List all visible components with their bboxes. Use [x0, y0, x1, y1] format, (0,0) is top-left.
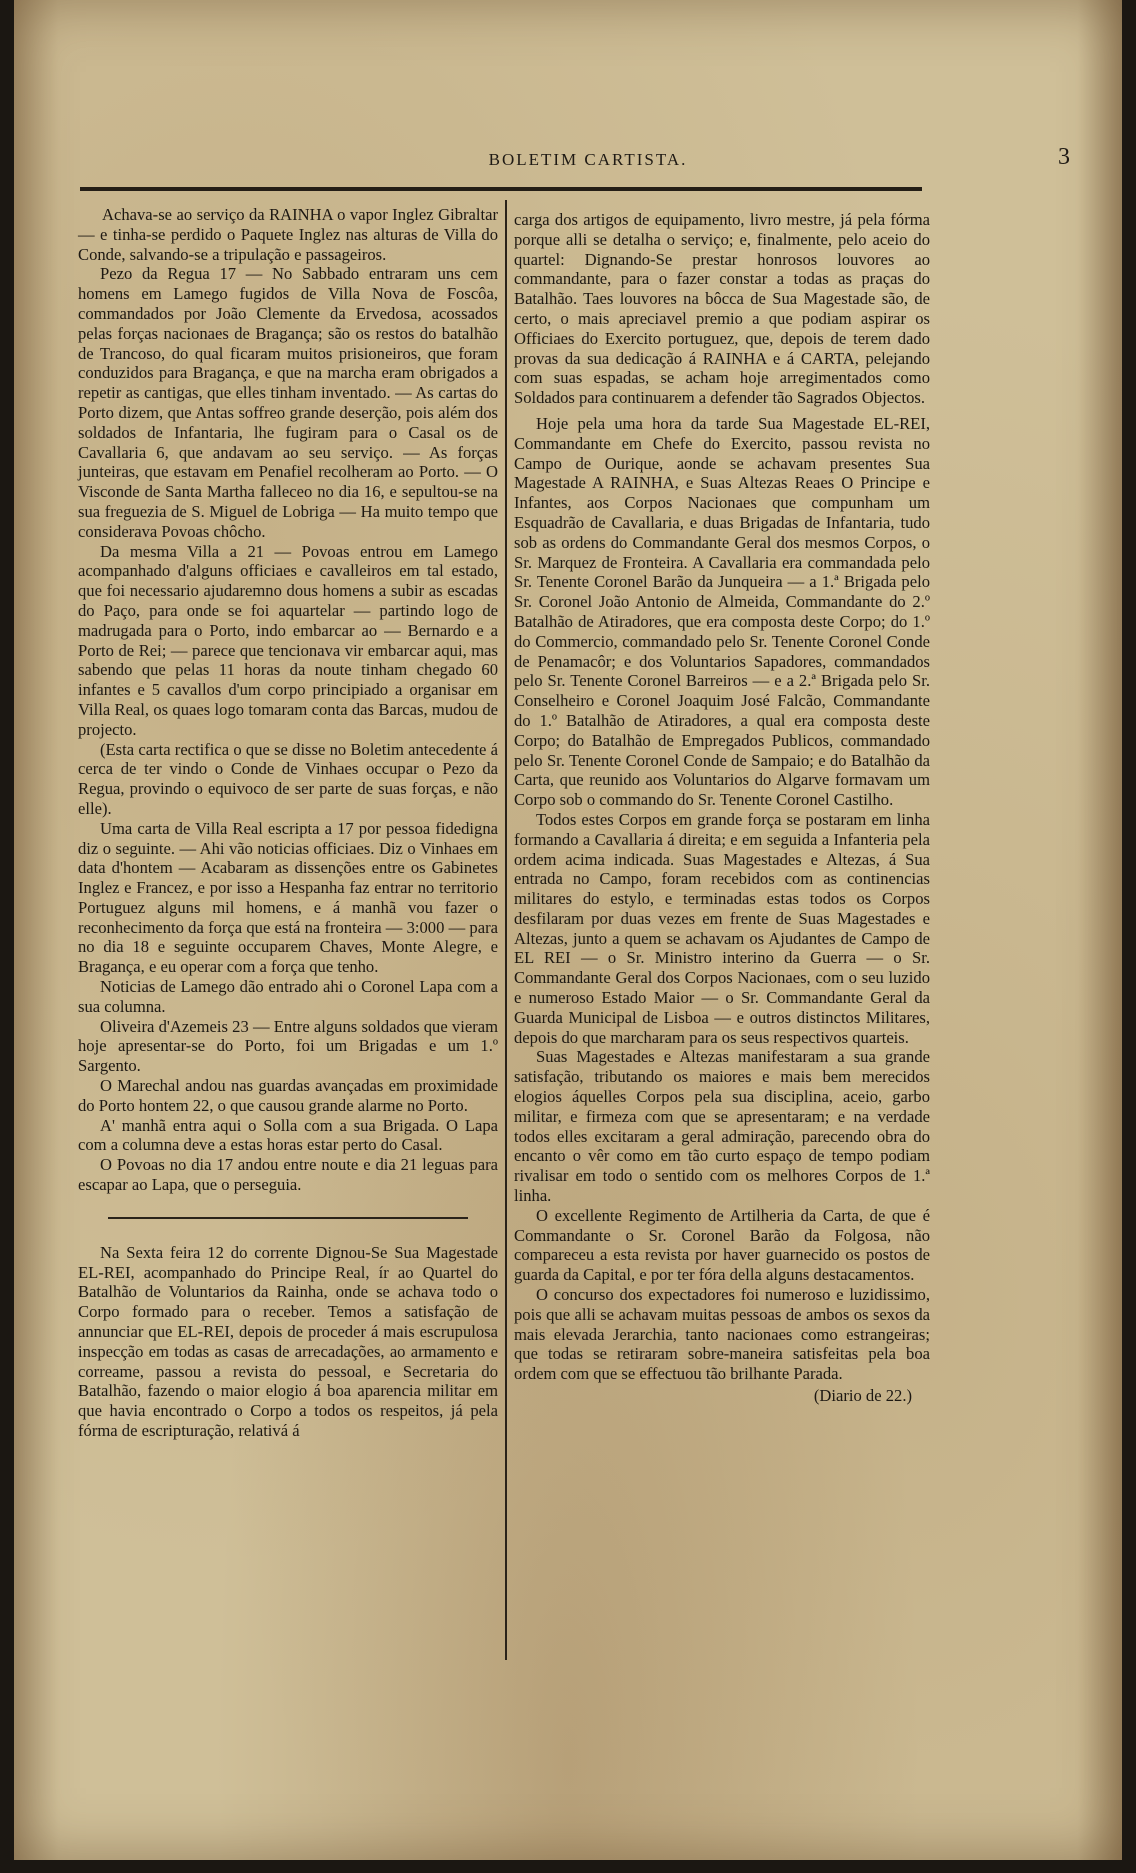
- paragraph-carga-artigos: carga dos artigos de equipamento, livro mestre, já pela fórma porque alli se detalha o serviço; e, finalmente, pelo aceio do quartel: Dignando-Se prestar honrosos louvores ao commandante, para o fazer constar a todas as praças do Batalhão. Taes louvores na bôcca de Sua Magestade são, de certo, o mais apreciavel premio a que podiam aspirar os Officiaes do Exercito portuguez, que, depois de terem dado provas da sua dedicação á RAINHA e á CARTA, pelejando com suas espadas, se acham hoje arregimentados como Soldados para continuarem a defender tão Sagrados Objectos.: [514, 210, 930, 408]
- header-rule: [80, 187, 922, 191]
- paragraph-noticias-lamego: Noticias de Lamego dão entrado ahi o Coronel Lapa com a sua columna.: [78, 977, 498, 1016]
- paragraph-povoas-dia-17: O Povoas no dia 17 andou entre noute e dia 21 leguas para escapar ao Lapa, que o perseguia.: [78, 1155, 498, 1195]
- source-credit: (Diario de 22.): [813, 1386, 912, 1406]
- paragraph-carta-villa-real: Uma carta de Villa Real escripta a 17 por pessoa fidedigna diz o seguinte. — Ahi vão noticias officiaes. Diz o Vinhaes em data d'hontem — Acabaram as dissenções entre os Gabinetes Inglez e Francez, e por isso a Hespanha faz entrar no territorio Portuguez alguns mil homens, e á manhã vou fazer o reconhecimento da força que está na fronteira — 3:000 — para no dia 18 e seguinte occuparem Chaves, Monte Alegre, e Bragança, e eu operar com a força que tenho.: [78, 818, 498, 977]
- paragraph-rectificacao: (Esta carta rectifica o que se disse no Boletim antecedente á cerca de ter vindo o Conde de Vinhaes occupar o Pezo da Regua, provindo o equivoco de ser parte de suas forças, e não elle).: [78, 739, 498, 818]
- page-number: 3: [1058, 144, 1070, 170]
- paragraph-pezo-da-regua-17: Pezo da Regua 17 — No Sabbado entraram uns cem homens em Lamego fugidos de Villa Nova de Foscôa, commandados por João Clemente da Ervedosa, acossados pelas forças nacionaes de Bragança; são os restos do batalhão de Trancoso, do qual ficaram muitos prisioneiros, que foram conduzidos para Bragança, e que na marcha eram obrigados a repetir as cantigas, que elles tinham inventado. — As cartas do Porto dizem, que Antas soffreo grande deserção, pois além dos soldados de Infantaria, lhe fugiram para o Casal os de Cavallaria 6, que andavam ao seu serviço. — As forças junteiras, que estavam em Penafiel recolheram ao Porto. — O Visconde de Santa Martha falleceo no dia 16, e sepultou-se na sua freguezia de S. Miguel de Lobriga — Ha muito tempo que considerava Povoas chôcho.: [78, 264, 498, 541]
- running-title: BOLETIM CARTISTA.: [488, 150, 688, 169]
- paragraph-corpos-em-linha: Todos estes Corpos em grande força se postaram em linha formando a Cavallaria á direita; e em seguida a Infanteria pela ordem acima indicada. Suas Magestades e Altezas, á Sua entrada no Campo, foram recebidos com as continencias militares do estylo, e terminadas estas todos os Corpos desfilaram por duas vezes em frente de Suas Magestades e Altezas, junto a quem se achavam os Ajudantes de Campo de EL REI — o Sr. Ministro interino da Guerra — o Sr. Commandante Geral dos Corpos Nacionaes, com o seu luzido e numeroso Estado Maior — o Sr. Commandante Geral da Guarda Municipal de Lisboa — e outros distinctos Militares, depois do que marcharam para os seus respectivos quarteis.: [514, 809, 930, 1047]
- paragraph-concurso-expectadores: O concurso dos expectadores foi numeroso e luzidissimo, pois que alli se achavam muitas pessoas de ambos os sexos da mais elevada Jerarchia, tanto nacionaes como estrangeiras; que todas se retiraram sobre-maneira satisfeitas pela boa ordem com que se effectuou tão brilhante Parada.: [514, 1285, 930, 1384]
- paragraph-sexta-feira-12: Na Sexta feira 12 do corrente Dignou-Se Sua Magestade EL-REI, acompanhado do Principe Real, ír ao Quartel do Batalhão de Voluntarios da Rainha, onde se achava todo o Corpo formado para o receber. Temos a satisfação de annunciar que EL-REI, depois de proceder á mais escrupulosa inspecção em todas as casas de arrecadações, ao armamento e correame, passou a revista do pessoal, e Secretaria do Batalhão, fazendo o maior elogio á boa aparencia militar em que havia encontrado o Corpo a todos os respeitos, já pela fórma de escripturação, relativá á: [78, 1242, 498, 1441]
- paragraph-mesma-villa-21: Da mesma Villa a 21 — Povoas entrou em Lamego acompanhado d'alguns officiaes e cavalleiros em tal estado, que foi necessario ajudaremno dous homens a subir as escadas do Paço, para onde se foi aquartelar — partindo logo de madrugada para o Porto, indo embarcar ao — Bernardo e a Porto de Rei; — parece que tencionava vir embarcar aqui, mas sabendo que pelas 11 horas da noute tinham chegado 60 infantes e 5 cavallos d'um corpo principiado a organisar em Villa Real, os quaes logo tomaram conta das Barcas, mudou de projecto.: [78, 541, 498, 739]
- paragraph-regimento-artilheria: O excellente Regimento de Artilheria da Carta, de que é Commandante o Sr. Coronel Barão da Folgosa, não compareceu a esta revista por haver guarnecido os postos de guarda da Capital, e por ter fóra della alguns destacamentos.: [514, 1205, 930, 1285]
- paragraph-satisfacao: Suas Magestades e Altezas manifestaram a sua grande satisfação, tributando os maiores e mais bem merecidos elogios áquelles Corpos pela sua disciplina, aceio, garbo militar, e firmeza com que se apresentaram; e na verdade todos elles excitaram a geral admiração, parecendo obra do encanto o vêr como em tão curto espaço de tempo podiam rivalisar em todo o sentido com os melhores Corpos de 1.ª linha.: [514, 1047, 930, 1206]
- page-header: [94, 144, 1082, 180]
- right-column: [514, 210, 930, 1406]
- paragraph-oliveira-azemeis: Oliveira d'Azemeis 23 — Entre alguns soldados que vieram hoje apresentar-se do Porto, foi um Brigadas e um 1.º Sargento.: [78, 1016, 498, 1076]
- paragraph-vapor-gibraltar: Achava-se ao serviço da RAINHA o vapor Inglez Gibraltar — e tinha-se perdido o Paquete Inglez nas alturas de Villa do Conde, salvando-se a tripulação e passageiros.: [78, 205, 498, 264]
- paragraph-revista-campo-ourique: Hoje pela uma hora da tarde Sua Magestade EL-REI, Commandante em Chefe do Exercito, passou revista no Campo de Ourique, aonde se achavam presentes Sua Magestade A RAINHA, e Suas Altezas Reaes O Principe e Infantes, aos Corpos Nacionaes que compunham um Esquadrão de Cavallaria, e duas Brigadas de Infantaria, tudo sob as ordens do Commandante Geral dos mesmos Corpos, o Sr. Marquez de Fronteira. A Cavallaria era commandada pelo Sr. Tenente Coronel Barão da Junqueira — a 1.ª Brigada pelo Sr. Coronel João Antonio de Almeida, Commandante do 2.º Batalhão de Atiradores, que era composta deste Corpo; do 1.º do Commercio, commandado pelo Sr. Tenente Coronel Conde de Penamacôr; e dos Voluntarios Sapadores, commandados pelo Sr. Tenente Coronel Barreiros — e a 2.ª Brigada pelo Sr. Conselheiro e Coronel Joaquim José Falcão, Commandante do 1.º Batalhão de Atiradores, a qual era composta deste Corpo; do Batalhão de Empregados Publicos, commandado pelo Sr. Tenente Coronel Conde de Sampaio; e do Batalhão da Carta, que reunido aos Voluntarios do Algarve formavam um Corpo sob o commando do Sr. Tenente Coronel Castilho.: [514, 413, 930, 810]
- column-divider: [505, 200, 507, 1660]
- left-column: [78, 205, 498, 1441]
- section-rule: [108, 1217, 468, 1219]
- paragraph-solla-brigada: A' manhã entra aqui o Solla com a sua Brigada. O Lapa com a columna deve a estas horas estar perto do Casal.: [78, 1115, 498, 1155]
- paragraph-marechal: O Marechal andou nas guardas avançadas em proximidade do Porto hontem 22, o que causou grande alarme no Porto.: [78, 1076, 498, 1115]
